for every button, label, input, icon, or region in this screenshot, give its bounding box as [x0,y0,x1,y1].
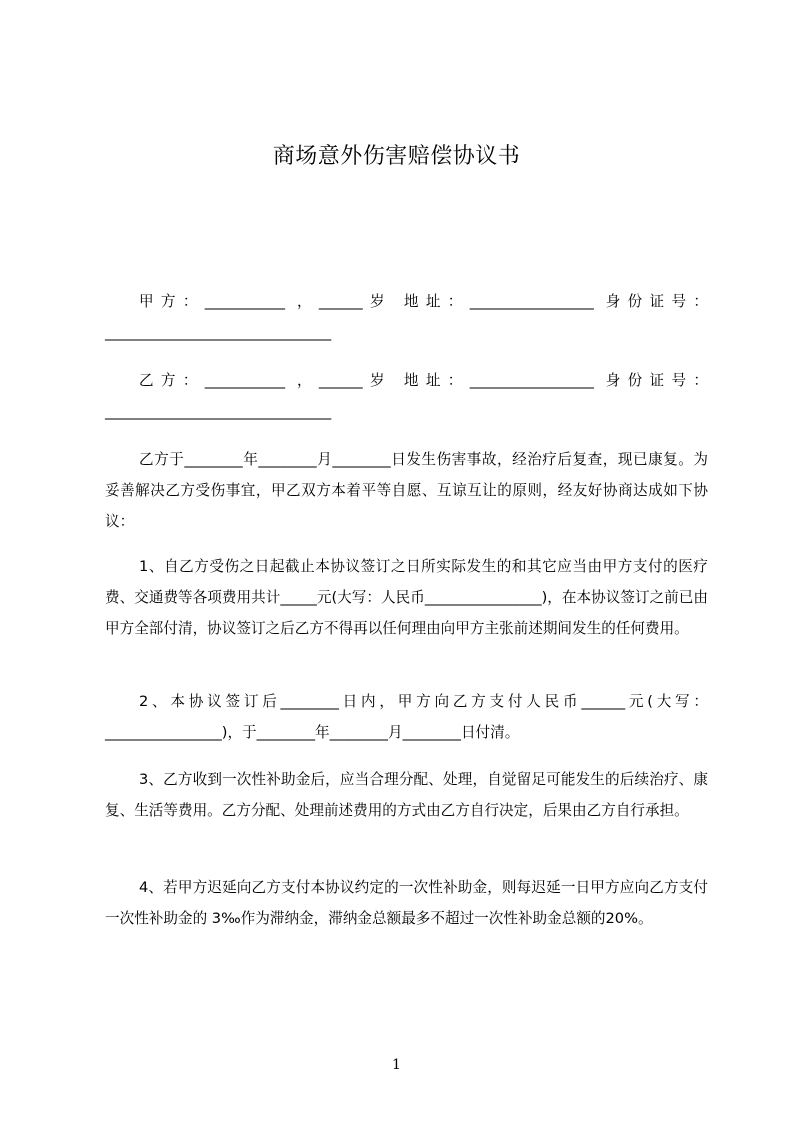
clause-1: 1、自乙方受伤之日起截止本协议签订之日所实际发生的和其它应当由甲方支付的医疗费、交通费等各项费用共计_____元(大写：人民币________________)，在本协议签订之前已由甲方全部付清，协议签订之后乙方不得再以任何理由向甲方主张前述期间发生的任何费用。 [105,558,708,637]
clause-4: 4、若甲方迟延向乙方支付本协议约定的一次性补助金，则每迟延一日甲方应向乙方支付一次性补助金的 3‰作为滞纳金，滞纳金总额最多不超过一次性补助金总额的20%。 [105,879,708,927]
page-number: 1 [392,1057,401,1073]
clause-2: 2、本协议签订后________日内，甲方向乙方支付人民币______元(大写：________________)，于________年________月________日付清。 [105,693,708,741]
intro-paragraph: 乙方于________年________月________日发生伤害事故，经治疗后复查，现已康复。为妥善解决乙方受伤事宜，甲乙双方本着平等自愿、互谅互让的原则，经友好协商达成如下协议： [105,451,708,530]
party-b-info: 乙方：___________ ，______岁 地址：_________________ 身份证号：_______________________________ [105,372,708,420]
clause-3: 3、乙方收到一次性补助金后，应当合理分配、处理，自觉留足可能发生的后续治疗、康复、生活等费用。乙方分配、处理前述费用的方式由乙方自行决定，后果由乙方自行承担。 [105,771,708,819]
document-title: 商场意外伤害赔偿协议书 [272,144,521,169]
party-a-info: 甲方：___________ ，______岁 地址：_________________ 身份证号：_______________________________ [105,293,708,341]
